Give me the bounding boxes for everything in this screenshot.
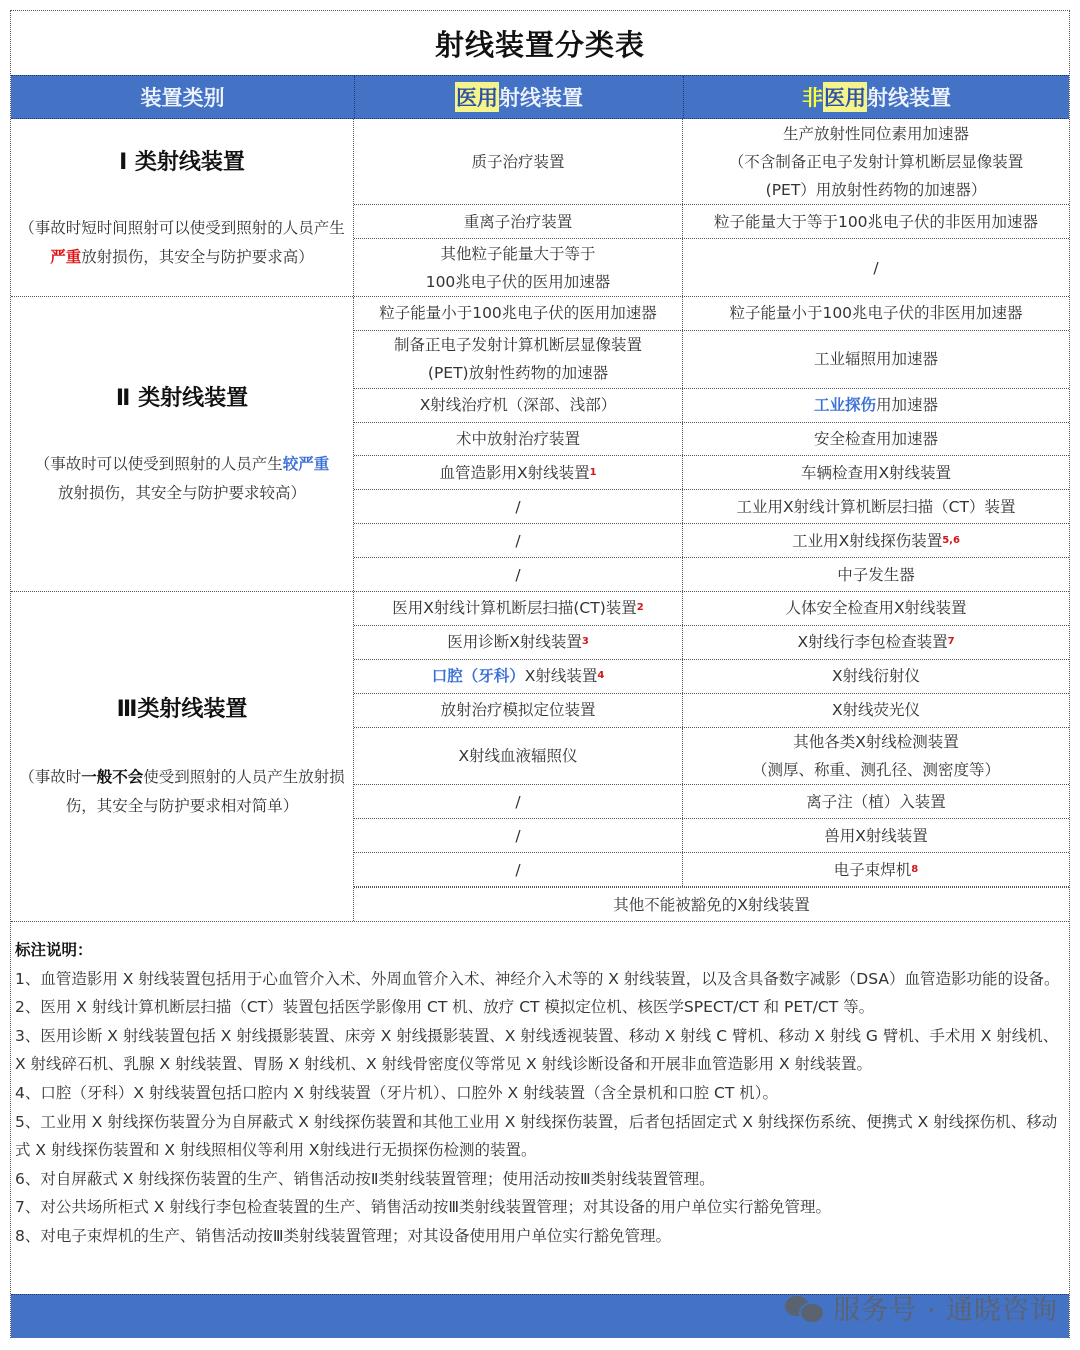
- category-3-desc: [11, 763, 353, 821]
- medical-device: 放射治疗模拟定位装置: [354, 694, 683, 727]
- table-row: [354, 694, 1069, 728]
- header-medical-highlight: 医用: [455, 82, 499, 112]
- medical-device: /: [354, 558, 683, 591]
- device-text: 血管造影用X射线装置: [439, 463, 590, 482]
- note-item: 3、医用诊断 X 射线装置包括 X 射线摄影装置、床旁 X 射线摄影装置、X 射线透视装置、移动 X 射线 C 臂机、移动 X 射线 G 臂机、手术用 X 射线机、X 射线碎石机、乳腺 X 射线装置、胃肠 X 射线机、X 射线骨密度仪等常见 X 射线诊断设备和开展非血管造影用 X 射线装置。: [15, 1026, 1059, 1074]
- header-medical: [354, 76, 683, 118]
- category-3-name: Ⅲ类射线装置: [116, 697, 248, 722]
- table-row-full: [354, 887, 1069, 921]
- device-text: 医用诊断X射线装置: [447, 633, 582, 652]
- desc-emphasis: 较严重: [282, 455, 330, 473]
- line: 其他各类X射线检测装置: [793, 732, 959, 751]
- desc-text: （事故时可以使受到照射的人员产生: [34, 455, 283, 473]
- category-2-desc: [27, 450, 338, 508]
- wechat-icon: [785, 1294, 825, 1322]
- table-row: [354, 239, 1069, 296]
- non-medical-rest: 用加速器: [876, 396, 939, 415]
- device-text: X射线装置: [524, 667, 598, 686]
- category-1-name: Ⅰ 类射线装置: [119, 150, 245, 175]
- table-row: [354, 660, 1069, 694]
- footer-watermark: [785, 1288, 1058, 1327]
- non-medical-device: 离子注（植）入装置: [806, 792, 946, 811]
- desc-text: 放射损伤，其安全与防护要求高）: [81, 248, 314, 266]
- non-medical-device: [683, 626, 1069, 659]
- non-medical-device: [683, 853, 1069, 886]
- table-row: [354, 524, 1069, 558]
- medical-device: /: [354, 490, 683, 523]
- header-non-medical-highlight: 医用: [823, 82, 867, 112]
- medical-device: [354, 592, 683, 625]
- classification-table: [10, 10, 1070, 1338]
- device-text: 医用X射线计算机断层扫描(CT)装置: [392, 599, 637, 618]
- line: (PET）用放射性药物的加速器）: [765, 180, 987, 199]
- footnote-marker: 1: [589, 466, 597, 478]
- table-row: [354, 389, 1069, 423]
- medical-device: /: [354, 524, 683, 557]
- note-item: 7、对公共场所柜式 X 射线行李包检查装置的生产、销售活动按Ⅲ类射线装置管理；对其设备的用户单位实行豁免管理。: [15, 1198, 832, 1217]
- desc-text: （事故时: [19, 768, 82, 786]
- full-width-device: 其他不能被豁免的X射线装置: [613, 895, 810, 914]
- note-item: 1、血管造影用 X 射线装置包括用于心血管介入术、外周血管介入术、神经介入术等的 X 射线装置，以及含具备数字减影（DSA）血管造影功能的设备。: [15, 969, 1060, 988]
- line: （测厚、称重、测孔径、测密度等）: [751, 760, 1000, 779]
- header-category: 装置类别: [140, 86, 225, 110]
- watermark-text: 服务号 · 通晓咨询: [833, 1295, 1058, 1326]
- non-medical-device: X射线荧光仪: [831, 701, 921, 720]
- header-non-medical-highlight-pre: 非: [802, 86, 823, 110]
- medical-device: /: [354, 819, 683, 852]
- footnote-marker: 5,6: [942, 534, 960, 546]
- table-row: [354, 119, 1069, 205]
- category-3-rows: [354, 592, 1069, 921]
- medical-device: 质子治疗装置: [354, 119, 683, 204]
- table-row: [354, 331, 1069, 389]
- header-medical-rest: 射线装置: [499, 86, 583, 110]
- medical-device: X射线治疗机（深部、浅部）: [354, 389, 683, 422]
- table-row: [354, 490, 1069, 524]
- note-item: 6、对自屏蔽式 X 射线探伤装置的生产、销售活动按Ⅱ类射线装置管理；使用活动按Ⅲ类射线装置管理。: [15, 1169, 715, 1188]
- medical-device: 重离子治疗装置: [354, 205, 683, 238]
- non-medical-device: [683, 389, 1069, 422]
- header-non-medical-rest: 射线装置: [867, 86, 951, 110]
- table-row: [354, 819, 1069, 853]
- category-2-name: Ⅱ 类射线装置: [115, 386, 249, 411]
- note-item: 8、对电子束焊机的生产、销售活动按Ⅲ类射线装置管理；对其设备使用用户单位实行豁免管理。: [15, 1226, 672, 1245]
- non-medical-device: 粒子能量大于等于100兆电子伏的非医用加速器: [713, 212, 1039, 231]
- desc-text: （事故时短时间照射可以使受到照射的人员产生: [19, 219, 345, 237]
- table-row: [354, 592, 1069, 626]
- medical-device: [354, 331, 683, 388]
- table-row: [354, 558, 1069, 591]
- line: （不含制备正电子发射计算机断层显像装置: [728, 152, 1024, 171]
- category-3-cell: [11, 592, 354, 921]
- medical-device: /: [354, 785, 683, 818]
- medical-device: [354, 626, 683, 659]
- table-row: [354, 728, 1069, 786]
- non-medical-emphasis: 工业探伤: [813, 396, 876, 415]
- category-1-block: [11, 119, 1069, 297]
- line: 制备正电子发射计算机断层显像装置: [393, 336, 642, 355]
- table-row: [354, 785, 1069, 819]
- footnote-marker: 7: [947, 636, 955, 648]
- desc-emphasis: 严重: [50, 248, 82, 266]
- footnote-marker: 8: [911, 863, 919, 875]
- non-medical-device: 兽用X射线装置: [824, 826, 928, 845]
- medical-device: [354, 456, 683, 489]
- table-row: [354, 626, 1069, 660]
- notes-heading: 标注说明：: [15, 941, 93, 959]
- category-1-desc: [11, 214, 353, 272]
- medical-device: [354, 660, 683, 693]
- non-medical-device: [683, 119, 1069, 204]
- line: 生产放射性同位素用加速器: [782, 124, 969, 143]
- footnote-marker: 2: [636, 602, 644, 614]
- table-row: [354, 423, 1069, 457]
- category-2-block: [11, 297, 1069, 592]
- note-item: 2、医用 X 射线计算机断层扫描（CT）装置包括医学影像用 CT 机、放疗 CT 模拟定位机、核医学SPECT/CT 和 PET/CT 等。: [15, 998, 875, 1017]
- category-3-block: [11, 592, 1069, 922]
- device-text: 工业用X射线探伤装置: [792, 531, 943, 550]
- non-medical-device: /: [873, 258, 879, 277]
- desc-emphasis: 一般不会: [81, 768, 144, 786]
- category-2-rows: [354, 297, 1069, 591]
- note-item: 4、口腔（牙科）X 射线装置包括口腔内 X 射线装置（牙片机）、口腔外 X 射线装置（含全景机和口腔 CT 机）。: [15, 1083, 778, 1102]
- device-text: 电子束焊机: [833, 860, 912, 879]
- footnote-marker: 3: [581, 636, 589, 648]
- notes-section: [11, 922, 1069, 1294]
- non-medical-device: 工业用X射线计算机断层扫描（CT）装置: [736, 497, 1016, 516]
- medical-device: X射线血液辐照仪: [354, 728, 683, 785]
- non-medical-device: [683, 728, 1069, 785]
- non-medical-device: 中子发生器: [837, 565, 915, 584]
- medical-device: 术中放射治疗装置: [354, 423, 683, 456]
- desc-text: 使受到照射的人员产生放射损伤，其安全与防护要求相对简单）: [65, 768, 345, 815]
- medical-emphasis: 口腔（牙科）: [431, 667, 525, 686]
- category-2-cell: [11, 297, 354, 591]
- table-row: [354, 853, 1069, 887]
- category-1-rows: [354, 119, 1069, 296]
- medical-device: [354, 239, 683, 296]
- desc-text: 放射损伤，其安全与防护要求较高）: [57, 484, 306, 502]
- page-title: 射线装置分类表: [434, 27, 645, 62]
- non-medical-device: X射线衍射仪: [831, 667, 921, 686]
- category-1-cell: [11, 119, 354, 296]
- table-row: [354, 456, 1069, 490]
- non-medical-device: 人体安全检查用X射线装置: [785, 599, 967, 618]
- medical-device: 粒子能量小于100兆电子伏的医用加速器: [354, 297, 683, 330]
- line: 100兆电子伏的医用加速器: [425, 272, 611, 291]
- header-non-medical: [683, 76, 1069, 118]
- table-row: [354, 297, 1069, 331]
- non-medical-device: 车辆检查用X射线装置: [800, 463, 952, 482]
- non-medical-device: 安全检查用加速器: [813, 430, 938, 449]
- footnote-marker: 4: [597, 670, 605, 682]
- table-header: [11, 75, 1069, 119]
- line: (PET)放射性药物的加速器: [427, 364, 609, 383]
- table-row: [354, 205, 1069, 239]
- medical-device: /: [354, 853, 683, 886]
- non-medical-device: 粒子能量小于100兆电子伏的非医用加速器: [729, 304, 1023, 323]
- non-medical-device: 工业辐照用加速器: [813, 350, 938, 369]
- note-item: 5、工业用 X 射线探伤装置分为自屏蔽式 X 射线探伤装置和其他工业用 X 射线探伤装置，后者包括固定式 X 射线探伤系统、便携式 X 射线探伤机、移动式 X 射线探伤装置和 X 射线照相仪等利用 X射线进行无损探伤检测的装置。: [15, 1112, 1058, 1160]
- line: 其他粒子能量大于等于: [440, 244, 596, 263]
- device-text: X射线行李包检查装置: [797, 633, 948, 652]
- non-medical-device: [683, 524, 1069, 557]
